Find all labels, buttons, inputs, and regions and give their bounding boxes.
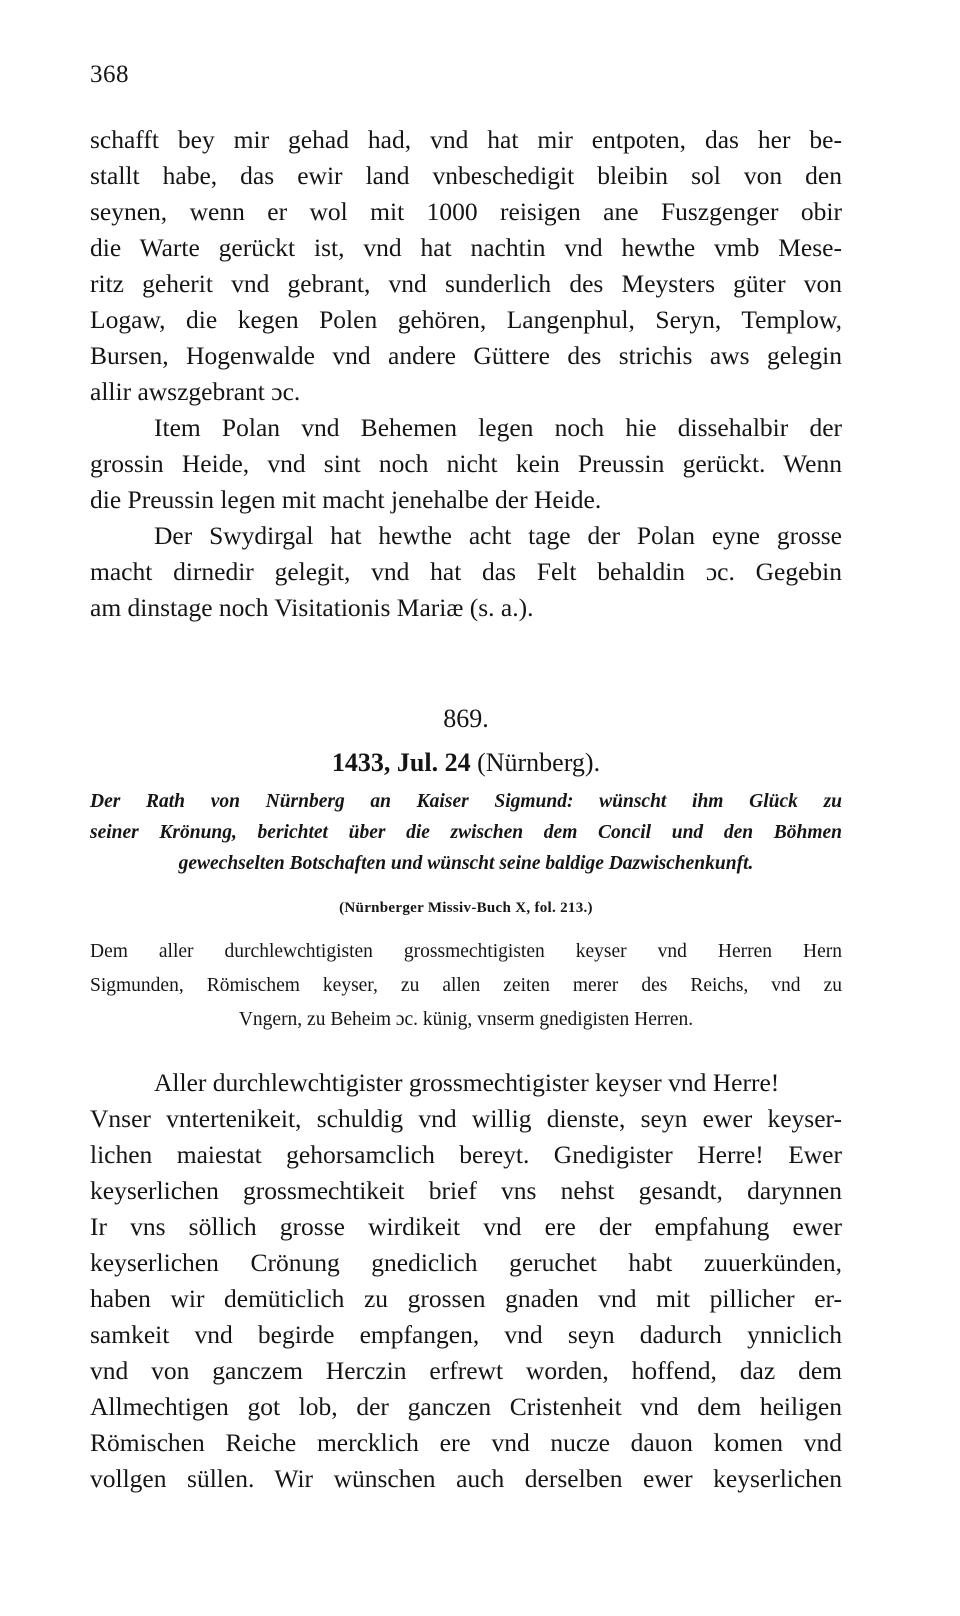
- text-line: Logaw, die kegen Polen gehören, Langenphul, Seryn, Templow,: [90, 305, 842, 334]
- text-line: Ir vns söllich grosse wirdikeit vnd ere der empfahung ewer: [90, 1212, 842, 1241]
- text-line: grossin Heide, vnd sint noch nicht kein Preussin gerückt. Wenn: [90, 449, 842, 478]
- source-citation: (Nürnberger Missiv-Buch X, fol. 213.): [339, 900, 593, 916]
- text-line: haben wir demüticlich zu grossen gnaden vnd mit pillicher er-: [90, 1284, 842, 1313]
- text-line: Item Polan vnd Behemen legen noch hie dissehalbir der: [154, 413, 842, 442]
- text-line: keyserlichen grossmechtikeit brief vns nehst gesandt, darynnen: [90, 1176, 842, 1205]
- date-place: (Nürnberg).: [477, 748, 601, 777]
- address: [90, 935, 842, 1037]
- text-line: vnd von ganczem Herczin erfrewt worden, hoffend, daz dem: [90, 1356, 842, 1385]
- text-line: am dinstage noch Visitationis Mariæ (s. a.).: [90, 593, 534, 622]
- text-line: die Preussin legen mit macht jenehalbe der Heide.: [90, 485, 602, 514]
- text-line: seynen, wenn er wol mit 1000 reisigen ane Fuszgenger obir: [90, 197, 842, 226]
- text-line: macht dirnedir gelegit, vnd hat das Felt behaldin ɔc. Gegebin: [90, 557, 842, 586]
- text-line: stallt habe, das ewir land vnbeschedigit bleibin sol von den: [90, 161, 842, 190]
- text-line: ritz geherit vnd gebrant, vnd sunderlich des Meysters güter von: [90, 269, 842, 298]
- regest-line: gewechselten Botschaften und wünscht seine baldige Dazwischenkunft.: [178, 853, 754, 874]
- text-line: samkeit vnd begirde empfangen, vnd seyn dadurch ynniclich: [90, 1320, 842, 1349]
- regest-line: seiner Krönung, berichtet über die zwischen dem Concil und den Böhmen: [90, 822, 842, 843]
- paragraph-polan: [90, 410, 842, 518]
- paragraph-swydirgal: [90, 518, 842, 626]
- document-page: [90, 58, 842, 1497]
- text-line: Der Swydirgal hat hewthe acht tage der Polan eyne grosse: [154, 521, 842, 550]
- regest-line: Der Rath von Nürnberg an Kaiser Sigmund: wünscht ihm Glück zu: [90, 791, 842, 812]
- regest: [90, 786, 842, 879]
- document-date: [90, 746, 842, 780]
- text-line: Römischen Reiche mercklich ere vnd nucze dauon komen vnd: [90, 1428, 842, 1457]
- date-bold: 1433, Jul. 24: [331, 748, 471, 777]
- text-line: Vnser vntertenikeit, schuldig vnd willig dienste, seyn ewer keyser-: [90, 1104, 842, 1133]
- address-line: Sigmunden, Römischem keyser, zu allen zeiten merer des Reichs, vnd zu: [90, 975, 842, 996]
- continuation-paragraph: [90, 122, 842, 410]
- text-line: schafft bey mir gehad had, vnd hat mir entpoten, das her be-: [90, 125, 842, 154]
- letter-text: [90, 1065, 842, 1497]
- text-line: vollgen süllen. Wir wünschen auch derselben ewer keyserlichen: [90, 1464, 842, 1493]
- text-line: Bursen, Hogenwalde vnd andere Güttere des strichis aws gelegin: [90, 341, 842, 370]
- text-line: Aller durchlewchtigister grossmechtigister keyser vnd Herre!: [154, 1068, 780, 1097]
- text-line: allir awszgebrant ɔc.: [90, 377, 301, 406]
- address-line: Vngern, zu Beheim ɔc. künig, vnserm gnedigisten Herren.: [238, 1009, 694, 1030]
- page-number: 368: [90, 61, 129, 88]
- text-line: Allmechtigen got lob, der ganczen Cristenheit vnd dem heiligen: [90, 1392, 842, 1421]
- text-line: lichen maiestat gehorsamclich bereyt. Gnedigister Herre! Ewer: [90, 1140, 842, 1169]
- address-line: Dem aller durchlewchtigisten grossmechtigisten keyser vnd Herren Hern: [90, 941, 842, 962]
- text-line: die Warte gerückt ist, vnd hat nachtin vnd hewthe vmb Mese-: [90, 233, 842, 262]
- document-number: 869.: [443, 704, 489, 733]
- text-line: keyserlichen Crönung gnediclich geruchet habt zuuerkünden,: [90, 1248, 842, 1277]
